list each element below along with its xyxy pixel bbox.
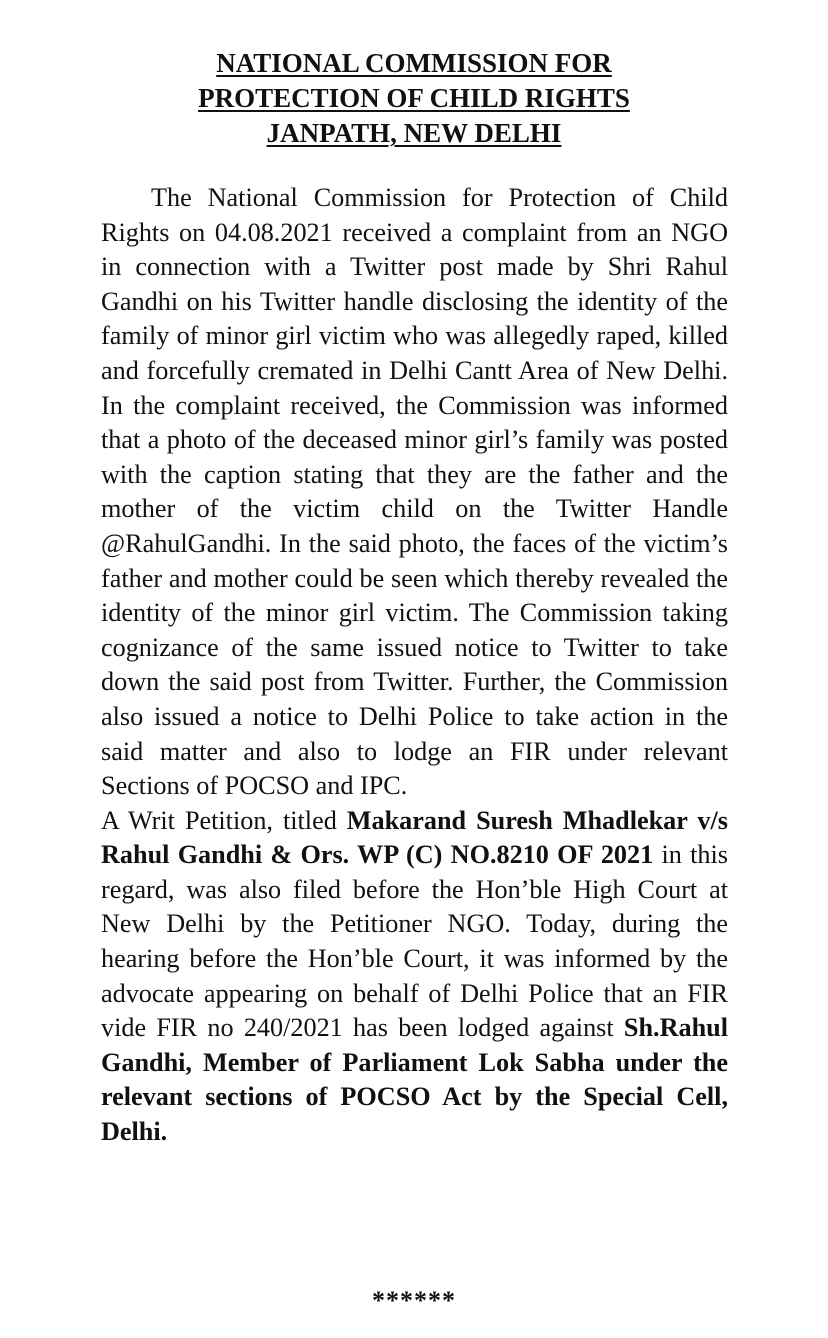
document-body (101, 181, 728, 1150)
paragraph-2-text-1: A Writ Petition, titled (101, 805, 347, 835)
paragraph-2 (101, 804, 728, 1150)
header-line-1: NATIONAL COMMISSION FOR (216, 48, 612, 78)
paragraph-1: The National Commission for Protection of Child Rights on 04.08.2021 received a complaint from an NGO in connection with a Twitter post made by Shri Rahul Gandhi on his Twitter handle disclosing the identity of the family of minor girl victim who was allegedly raped, killed and forcefully cremated in Delhi Cantt Area of New Delhi. In the complaint received, the Commission was informed that a photo of the deceased minor girl’s family was posted with the caption stating that they are the father and the mother of the victim child on the Twitter Handle @RahulGandhi. In the said photo, the faces of the victim’s father and mother could be seen which thereby revealed the identity of the minor girl victim. The Commission taking cognizance of the same issued notice to Twitter to take down the said post from Twitter. Further, the Commission also issued a notice to Delhi Police to take action in the said matter and also to lodge an FIR under relevant Sections of POCSO and IPC. (101, 183, 728, 801)
document-header (0, 46, 828, 151)
fir-subject: Sh.Rahul Gandhi, Member of Parliament Lok Sabha under the relevant sections of POCSO Act by the Special Cell, Delhi. (101, 1013, 728, 1147)
header-line-2: PROTECTION OF CHILD RIGHTS (198, 83, 630, 113)
paragraph-2-text-2: in this regard, was also filed before the Hon’ble High Court at New Delhi by the Petitioner NGO. Today, during the hearing before the Hon’ble Court, it was informed by the advocate appearing on behalf of Delhi Police that an FIR vide FIR no 240/2021 has been lodged against (101, 840, 728, 1043)
petition-title: Makarand Suresh Mhadlekar v/s Rahul Gandhi & Ors. WP (C) NO.8210 OF 2021 (101, 805, 728, 870)
header-line-3: JANPATH, NEW DELHI (266, 118, 562, 148)
end-marker: ****** (372, 1286, 456, 1315)
